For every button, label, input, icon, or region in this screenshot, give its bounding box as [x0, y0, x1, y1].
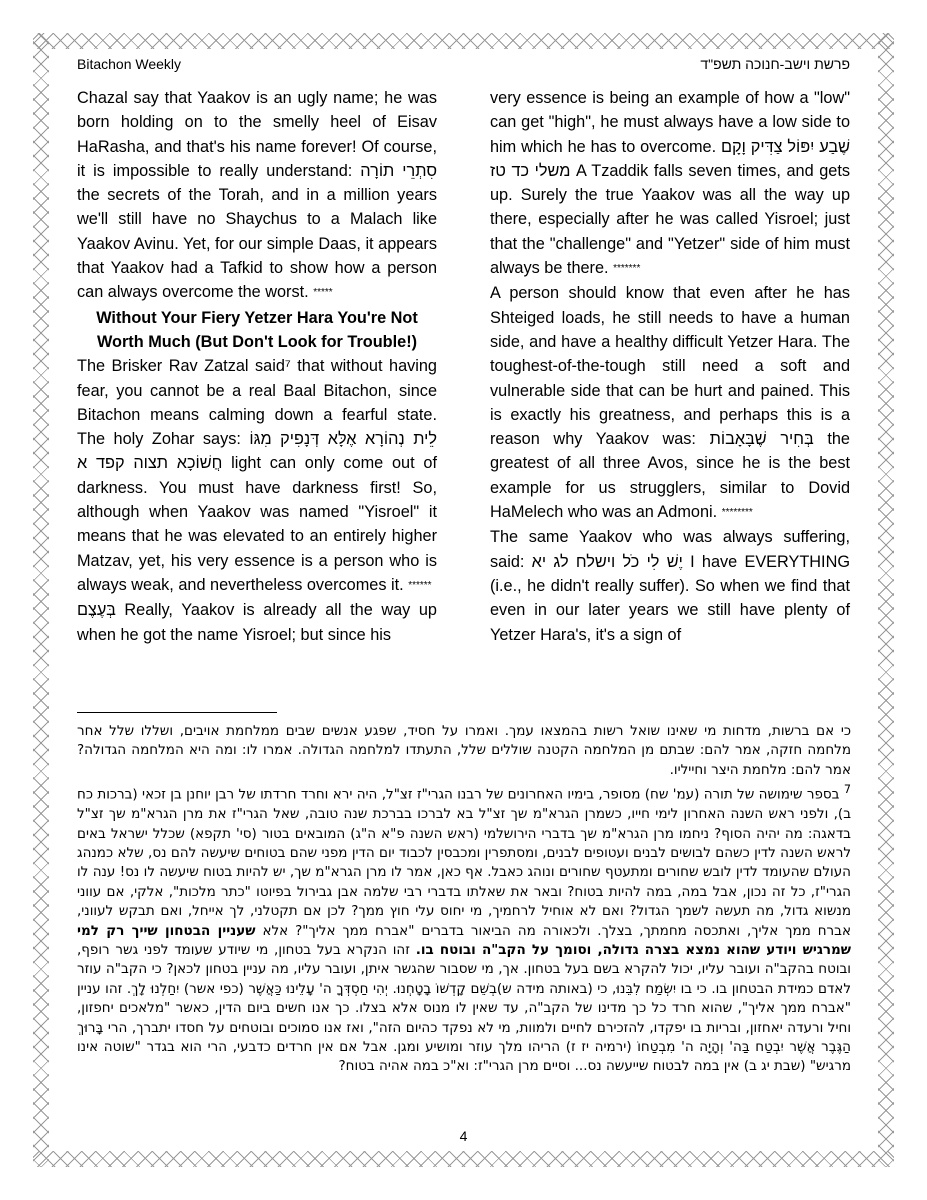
- page-number: 4: [459, 1128, 468, 1144]
- footnote-continued: כי אם ברשות, מדחות מי שאינו שואל רשות בהמצאו עמך. ואמרו על חסיד, שפגע אנשים שבים ממלחמת אויבים, ושללו שלל אחר מלחמה חזקה, אמר להם: שבתם מן המלחמה הקטנה שוללים שלל, התעתדו למלחמה הגדולה. אמרו לו: ומה היא המלחמה הגדולה? אמר להם: מלחמת היצר וחייליו.: [77, 723, 851, 778]
- paragraph: [77, 86, 437, 306]
- parsha-title: פרשת וישב-חנוכה תשפ"ד: [700, 56, 850, 72]
- footnote-7: [77, 780, 851, 1077]
- separator-stars: ********: [721, 507, 753, 519]
- paragraph: [490, 281, 850, 525]
- paragraph: [490, 86, 850, 281]
- right-column: [490, 86, 850, 647]
- paragraph-text: Chazal say that Yaakov is an ugly name; he was born holding on to the smelly heel of Eisav HaRasha, and that's his name forever! Of course, it is impossible to really understand: סִתְרֵי תוֹרָה the secrets of the Torah, and in a million years we'll still have no Shaychus to a Malach like Yaakov Avinu. Yet, for our simple Daas, it appears that Yaakov had a Tafkid to show how a person can always overcome the worst.: [77, 89, 437, 302]
- footnote-number: 7: [843, 783, 851, 797]
- footnote-divider: [77, 712, 277, 713]
- footnotes: [77, 722, 851, 1077]
- left-column: [77, 86, 437, 647]
- decorative-border-left: [33, 33, 49, 1167]
- paragraph: The same Yaakov who was always suffering, said: יֶשׁ לִי כֹל וישלח לג יא I have EVERYTHING (i.e., he didn't really suffer). So when we find that even in our later years we still have plenty of Yetzer Hara's, it's a sign of: [490, 528, 851, 644]
- decorative-border-right: [878, 33, 894, 1167]
- paragraph-text: very essence is being an example of how a "low" can get "high", he must always have a low side to him which he has to overcome. שֶׁבַע יִפּוֹל צַדִּיק וָקָם משלי כד טז A Tzaddik falls seven times, and gets up. Surely the true Yaakov was all the way up there, especially after he was called Yisroel; just that the "challenge" and "Yetzer" side of him must always be there.: [490, 89, 850, 278]
- separator-stars: ******: [408, 579, 432, 591]
- footnote-emphasis: שעניין הבטחון שייך רק למי שמרגיש ויודע שהוא נמצא בצרה גדולה, וסומך על הקב"ה ובוטח בו.: [77, 922, 851, 958]
- paragraph: בְּעֶצֶם Really, Yaakov is already all the way up when he got the name Yisroel; but since his: [77, 601, 437, 644]
- separator-stars: *****: [313, 287, 333, 299]
- section-heading: Without Your Fiery Yetzer Hara You're Not Worth Much (But Don't Look for Trouble!): [96, 308, 418, 351]
- decorative-border-bottom: [33, 1151, 894, 1167]
- paragraph: [77, 354, 437, 598]
- footnote-text: בספר שימושה של תורה (עמ' שח) מסופר, בימיו האחרונים של רבנו הגרי"ז זצ"ל, היה ירא וחרד חרדתו של רבן יוחנן בן זכאי (ברכות כח ב), ולפני ראש השנה האחרון לימי חייו, כשמרן הגרא"מ שך זצ"ל בא לברכו בברכת שנה טובה, שאל הגרי"ז את מרן הגרא"מ שך זצ"ל בדאגה: מה יהיה הסוף? ניחמו מרן הגרא"מ שך בדברי הירושלמי (ראש השנה פ"א ה"ג) המובאים בטור (סי' תקפא) שכלל ישראל באים לראש השנה לדין כשהם לבושים לבנים ועטופים לבנים, ומסתפרין ומכבסין לכבוד יום הדין מפני שהם בטוחים שיעשה להם נס, שלא כמנהג העולם שהעומד לדין לובש שחורים ומתעטף שחורים ונוהג כאבל. אף כאן, אמר לו מרן הגרא"מ שך, יש להיות בטוח שיעשה לו נס! ענה לו הגרי"ז, כל זה נכון, אבל במה, במה להיות בטוח? ובאר את שאלתו בדברי רבי שלמה אבן גבירול בפיוטו "כתר מלכות", אלקי, אם עווני מנשוא גדול, מה תעשה לשמך הגדול? ואם לא אוחיל לרחמיך, מי יחוס עלי חוץ ממך? לכן אם תקטלני, לך אייחל, ואם תבקש לעווני, אברח ממך אליך, ואתכסה מחמתך, בצלך. ולכאורה מה הביאור בדברים "אברח ממך אליך"? אלא: [77, 786, 852, 939]
- paragraph-text: The Brisker Rav Zatzal said⁷ that without having fear, you cannot be a real Baal Bitachon, since Bitachon means calming down a fearful state. The holy Zohar says: לֵית נְהוֹרָא אֶלָּא דְּנָפִיק מִגּוֹ חֲשׁוֹכָא תצוה קפד א light can only come out of darkness. You must have darkness first! So, although when Yaakov was named "Yisroel" it means that he was elevated to an entirely higher Matzav, yet, his very essence is a person who is always weak, and nevertheless overcomes it.: [77, 357, 437, 594]
- publication-title: Bitachon Weekly: [77, 56, 182, 72]
- footnote-text: זהו הנקרא בעל בטחון, מי שיודע שעומד לפני גשר רופף, ובוטח בהקב"ה ועובר עליו, יכול להקרא בשם בעל בטחון. אך, מי שסבור שהגשר איתן, ועובר עליו, מה עניין בטחון לכאן? כי הקב"ה עוזר לאדם כמידת הבטחון בו. כי בו יִשְׂמַח לִבֵּנוּ, כי (באותה מידה ש)בְשֵׁם קָדְשׁוֹ בָטָחְנוּ. יְהִי חַסְדְּךָ ה' עָלֵינוּ כַּאֲשֶׁר (כפי אשר) יִחַלְנוּ לָךְ. זהו עניין "אברח ממך אליך", שהוא חרד כל כך מדינו של הקב"ה, עד שאין לו מנוס אלא בצלו. כך אנו חשים ביום הדין, כאשר "מלאכים יחפזון, וחיל ורעדה יאחזון, ובריות בו יפקדו, להזכירם לחיים ולמוות, מי לא נפקד כהיום הזה", ואז אנו סמוכים ובוטחים על חסדו יתברך, הרי בָּרוּךְ הַגֶּבֶר אֲשֶׁר יִבְטַח בַּה' וְהָיָה ה' מִבְטַחוֹ (ירמיה יז ז) הריהו מלך עוזר ומושיע ומגן. אבל אם אין חרדים כדבעי, הרי הוא בגדר "שוטה אינו מרגיש" (שבת יג ב) אין במה לבטוח שייעשה נס... וסיים מרן הגרי"ז: וא"כ במה אהיה בטוח?: [77, 941, 851, 1075]
- paragraph-text: A person should know that even after he has Shteiged loads, he still needs to have a human side, and have a healthy difficult Yetzer Hara. The toughest-of-the-tough still need a soft and vulnerable side that can be hurt and pained. This is exactly his greatness, and perhaps this is a reason why Yaakov was: בְּחִיר שֶׁבָּאָבוֹת the greatest of all three Avos, since he is the best example for us strugglers, similar to Dovid HaMelech who was an Admoni.: [490, 284, 850, 522]
- decorative-border-top: [33, 33, 894, 49]
- separator-stars: *******: [613, 263, 641, 275]
